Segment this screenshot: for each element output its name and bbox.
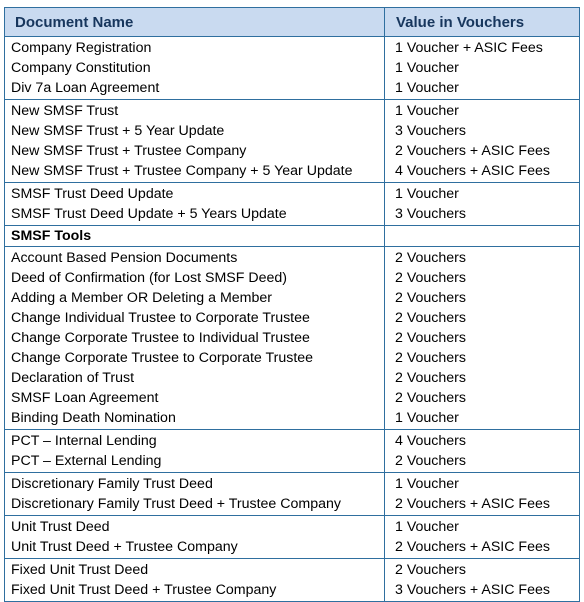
document-name-cell xyxy=(5,473,385,516)
document-name: Unit Trust Deed xyxy=(11,519,110,535)
document-name-cell xyxy=(5,516,385,559)
voucher-value: 1 Voucher + ASIC Fees xyxy=(395,40,543,56)
voucher-value: 1 Voucher xyxy=(395,103,459,119)
document-name: New SMSF Trust + Trustee Company + 5 Year Update xyxy=(11,163,353,179)
document-name: New SMSF Trust xyxy=(11,103,119,119)
document-name: Binding Death Nomination xyxy=(11,410,176,426)
voucher-value: 3 Vouchers + ASIC Fees xyxy=(395,582,550,598)
table-row-group xyxy=(5,37,580,100)
document-name: Discretionary Family Trust Deed xyxy=(11,476,213,492)
voucher-value-cell xyxy=(385,37,580,100)
voucher-value: 3 Vouchers xyxy=(395,123,466,139)
table-row-group xyxy=(5,559,580,602)
voucher-value: 2 Vouchers xyxy=(395,370,466,386)
section-title: SMSF Tools xyxy=(5,226,385,247)
document-name: Div 7a Loan Agreement xyxy=(11,80,160,96)
table-row-group xyxy=(5,430,580,473)
document-name: New SMSF Trust + Trustee Company xyxy=(11,143,247,159)
voucher-value: 2 Vouchers xyxy=(395,310,466,326)
voucher-price-table xyxy=(4,7,580,602)
voucher-value-cell xyxy=(385,247,580,430)
document-name: New SMSF Trust + 5 Year Update xyxy=(11,123,225,139)
document-name: Company Registration xyxy=(11,40,152,56)
table-row-group xyxy=(5,516,580,559)
voucher-value: 1 Voucher xyxy=(395,60,459,76)
section-header-row xyxy=(5,226,580,247)
document-name-cell xyxy=(5,559,385,602)
voucher-value: 3 Vouchers xyxy=(395,206,466,222)
voucher-value: 2 Vouchers + ASIC Fees xyxy=(395,539,550,555)
table-row-group xyxy=(5,183,580,226)
voucher-value: 2 Vouchers xyxy=(395,250,466,266)
document-name: SMSF Trust Deed Update + 5 Years Update xyxy=(11,206,287,222)
document-name: Adding a Member OR Deleting a Member xyxy=(11,290,273,306)
voucher-value-cell xyxy=(385,183,580,226)
voucher-value-cell xyxy=(385,516,580,559)
voucher-value: 2 Vouchers xyxy=(395,290,466,306)
voucher-value: 4 Vouchers + ASIC Fees xyxy=(395,163,550,179)
column-header-value-in-vouchers: Value in Vouchers xyxy=(385,8,580,37)
voucher-value-cell xyxy=(385,430,580,473)
voucher-value: 1 Voucher xyxy=(395,410,459,426)
voucher-value: 1 Voucher xyxy=(395,80,459,96)
table-row-group xyxy=(5,100,580,183)
document-name: SMSF Loan Agreement xyxy=(11,390,159,406)
voucher-value: 2 Vouchers xyxy=(395,270,466,286)
voucher-value: 2 Vouchers xyxy=(395,390,466,406)
document-name: Declaration of Trust xyxy=(11,370,135,386)
voucher-value: 4 Vouchers xyxy=(395,433,466,449)
document-name: Deed of Confirmation (for Lost SMSF Deed) xyxy=(11,270,287,286)
document-name: Change Individual Trustee to Corporate Trustee xyxy=(11,310,310,326)
voucher-table-container xyxy=(4,7,579,602)
voucher-value: 1 Voucher xyxy=(395,476,459,492)
voucher-value: 2 Vouchers + ASIC Fees xyxy=(395,496,550,512)
table-header-row xyxy=(5,8,580,37)
document-name: Fixed Unit Trust Deed + Trustee Company xyxy=(11,582,277,598)
voucher-value: 2 Vouchers xyxy=(395,562,466,578)
document-name: PCT – External Lending xyxy=(11,453,162,469)
voucher-value-cell xyxy=(385,559,580,602)
column-header-document-name: Document Name xyxy=(5,8,385,37)
voucher-value: 1 Voucher xyxy=(395,519,459,535)
document-name-cell xyxy=(5,430,385,473)
table-row-group xyxy=(5,473,580,516)
document-name: Unit Trust Deed + Trustee Company xyxy=(11,539,238,555)
voucher-value: 2 Vouchers xyxy=(395,453,466,469)
voucher-value-cell xyxy=(385,100,580,183)
document-name-cell xyxy=(5,37,385,100)
voucher-value: 1 Voucher xyxy=(395,186,459,202)
document-name-cell xyxy=(5,247,385,430)
document-name: Change Corporate Trustee to Corporate Trustee xyxy=(11,350,314,366)
voucher-value-cell xyxy=(385,473,580,516)
voucher-value: 2 Vouchers xyxy=(395,330,466,346)
document-name: Fixed Unit Trust Deed xyxy=(11,562,149,578)
document-name: Account Based Pension Documents xyxy=(11,250,238,266)
section-empty-cell xyxy=(385,226,580,247)
table-row-group xyxy=(5,247,580,430)
document-name: Change Corporate Trustee to Individual Trustee xyxy=(11,330,310,346)
document-name: Company Constitution xyxy=(11,60,151,76)
document-name-cell xyxy=(5,183,385,226)
document-name: PCT – Internal Lending xyxy=(11,433,157,449)
voucher-value: 2 Vouchers xyxy=(395,350,466,366)
document-name: SMSF Trust Deed Update xyxy=(11,186,174,202)
voucher-value: 2 Vouchers + ASIC Fees xyxy=(395,143,550,159)
table-body xyxy=(5,37,580,602)
document-name-cell xyxy=(5,100,385,183)
document-name: Discretionary Family Trust Deed + Trustee Company xyxy=(11,496,341,512)
